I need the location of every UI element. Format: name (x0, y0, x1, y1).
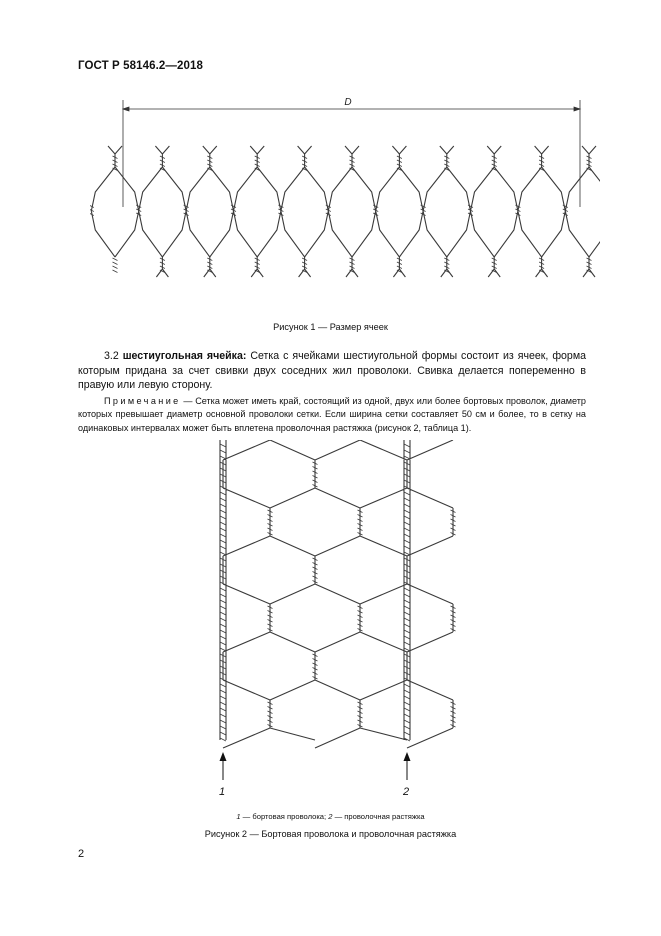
figure-1-caption: Рисунок 1 — Размер ячеек (273, 322, 388, 332)
note-label: Примечание (104, 396, 181, 406)
figure-2-selvedge-wire-drawing (205, 440, 485, 800)
twist-marks (220, 444, 456, 741)
legend-number-1: 1 (236, 812, 241, 821)
callout-number-1: 1 (219, 786, 226, 798)
mesh-wire-path (220, 440, 453, 748)
figure-2-legend (0, 812, 661, 821)
callout-arrow-2 (404, 752, 411, 780)
figure-1-hexagonal-mesh-drawing (90, 95, 600, 315)
dimension-label: D (344, 97, 352, 108)
callout-arrow-1 (220, 752, 227, 780)
term: шестиугольная ячейка: (122, 350, 247, 362)
legend-text-2: — проволочная растяжка (332, 812, 425, 821)
mesh-wires (220, 440, 456, 748)
page-number: 2 (78, 848, 85, 860)
mesh-wires (90, 146, 600, 277)
note-text: — Сетка может иметь край, состоящий из одной, двух или более бортовых проволок, диаметр которых превышает диаметр основной проволоки сетки. Если ширина сетки составляет 50 см и более, то в сетку на одинаковых интервалах может быть вплетена проволочная растяжка (рисунок 2, таблица 1). (78, 396, 586, 433)
twist-marks (90, 156, 592, 273)
figure-2-caption: Рисунок 2 — Бортовая проволока и проволочная растяжка (204, 829, 457, 839)
legend-text-1: — бортовая проволока; (240, 812, 329, 821)
definition-paragraph (78, 349, 586, 393)
document-header: ГОСТ Р 58146.2—2018 (78, 60, 203, 72)
legend-number-2: 2 (328, 812, 333, 821)
mesh-wire-path (91, 146, 600, 277)
section-number: 3.2 (104, 350, 119, 362)
term-definition: Сетка с ячейками шестиугольной формы состоит из ячеек, форма которым придана за счет свивки двух соседних жил проволоки. Свивка делается попеременно в правую или левую сторону. (78, 350, 586, 392)
callout-number-2: 2 (403, 786, 410, 798)
note-paragraph (78, 395, 586, 435)
